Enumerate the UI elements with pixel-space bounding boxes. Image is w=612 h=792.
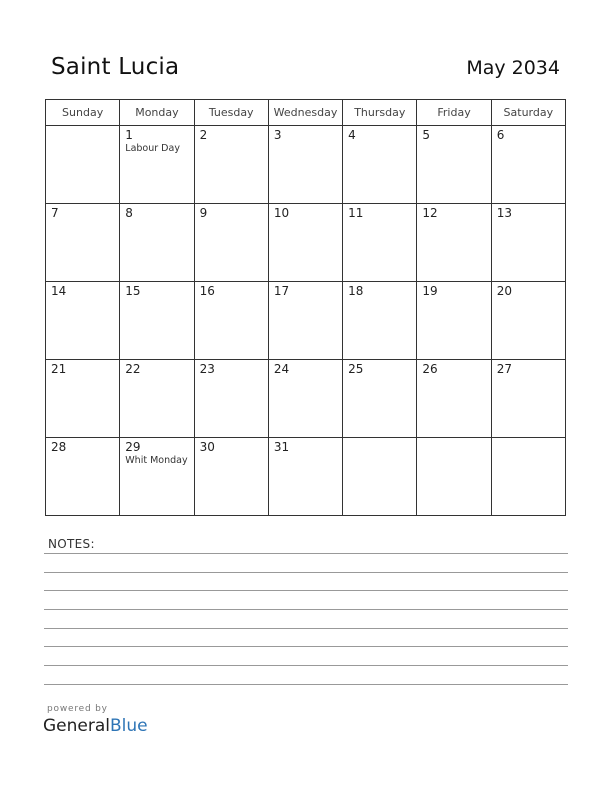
day-cell — [417, 204, 491, 282]
note-line — [44, 665, 568, 666]
day-number: 15 — [125, 284, 141, 298]
day-number: 26 — [422, 362, 438, 376]
powered-by-text: powered by — [47, 704, 108, 714]
note-line — [44, 628, 568, 629]
day-number: 7 — [51, 206, 59, 220]
day-number: 12 — [422, 206, 438, 220]
notes-label: NOTES: — [48, 537, 95, 551]
day-cell — [120, 438, 194, 516]
day-cell — [343, 282, 417, 360]
calendar-week-row — [46, 282, 566, 360]
day-cell — [194, 438, 268, 516]
note-line — [44, 572, 568, 573]
day-number: 24 — [273, 362, 290, 376]
day-cell — [194, 282, 268, 360]
day-number: 6 — [496, 128, 505, 142]
day-cell — [120, 204, 194, 282]
day-number: 1 — [125, 128, 133, 142]
day-cell — [491, 126, 565, 204]
day-cell — [491, 204, 565, 282]
calendar-week-row — [46, 360, 566, 438]
day-cell — [268, 204, 342, 282]
day-cell — [491, 282, 565, 360]
day-number: 5 — [422, 128, 431, 142]
day-number: 2 — [199, 128, 208, 142]
day-number: 18 — [348, 284, 364, 298]
day-cell — [268, 360, 342, 438]
day-cell — [194, 360, 268, 438]
day-cell — [194, 126, 268, 204]
weekday-saturday: Saturday — [491, 100, 565, 126]
day-cell — [46, 282, 120, 360]
day-cell — [491, 438, 565, 516]
day-number: 27 — [496, 362, 512, 376]
note-line — [44, 590, 568, 591]
day-number: 19 — [422, 284, 438, 298]
day-cell — [120, 126, 194, 204]
day-number: 9 — [199, 206, 208, 220]
brand-general: General — [43, 716, 110, 736]
day-cell — [343, 360, 417, 438]
weekday-friday: Friday — [417, 100, 491, 126]
note-line — [44, 553, 568, 554]
holiday-label: Labour Day — [125, 143, 180, 154]
day-cell — [46, 204, 120, 282]
day-cell — [46, 438, 120, 516]
day-number: 3 — [273, 128, 282, 142]
day-number: 11 — [348, 206, 364, 220]
day-cell — [268, 282, 342, 360]
calendar-week-row — [46, 126, 566, 204]
day-cell — [46, 360, 120, 438]
day-number: 21 — [51, 362, 67, 376]
brand-blue: Blue — [110, 716, 148, 736]
day-cell — [491, 360, 565, 438]
day-cell — [120, 282, 194, 360]
weekday-header-row — [46, 100, 566, 126]
day-number: 29 — [125, 440, 141, 454]
day-number: 14 — [51, 284, 67, 298]
day-number: 28 — [51, 440, 67, 454]
day-cell — [417, 282, 491, 360]
day-cell — [46, 126, 120, 204]
day-number: 8 — [125, 206, 133, 220]
day-cell — [343, 126, 417, 204]
weekday-wednesday: Wednesday — [268, 100, 342, 126]
calendar-title: Saint Lucia — [51, 54, 180, 80]
calendar-month: May 2034 — [466, 57, 560, 79]
calendar-grid — [45, 99, 566, 516]
weekday-tuesday: Tuesday — [194, 100, 268, 126]
day-cell — [343, 204, 417, 282]
day-number: 17 — [273, 284, 290, 298]
day-number: 30 — [199, 440, 215, 454]
day-cell — [417, 438, 491, 516]
day-number: 25 — [348, 362, 364, 376]
holiday-label: Whit Monday — [125, 455, 188, 466]
day-number: 16 — [199, 284, 215, 298]
day-cell — [268, 438, 342, 516]
day-number: 20 — [496, 284, 512, 298]
day-number: 10 — [273, 206, 290, 220]
note-line — [44, 609, 568, 610]
day-cell — [417, 126, 491, 204]
calendar-week-row — [46, 438, 566, 516]
day-cell — [194, 204, 268, 282]
note-line — [44, 684, 568, 685]
day-number: 31 — [273, 440, 290, 454]
day-cell — [343, 438, 417, 516]
weekday-sunday: Sunday — [46, 100, 120, 126]
day-number: 22 — [125, 362, 141, 376]
day-number: 23 — [199, 362, 215, 376]
day-number: 13 — [496, 206, 512, 220]
day-cell — [417, 360, 491, 438]
weekday-thursday: Thursday — [343, 100, 417, 126]
day-number: 4 — [348, 128, 356, 142]
weekday-monday: Monday — [120, 100, 194, 126]
day-cell — [120, 360, 194, 438]
generalblue-logo — [43, 716, 148, 736]
note-line — [44, 646, 568, 647]
calendar-week-row — [46, 204, 566, 282]
day-cell — [268, 126, 342, 204]
